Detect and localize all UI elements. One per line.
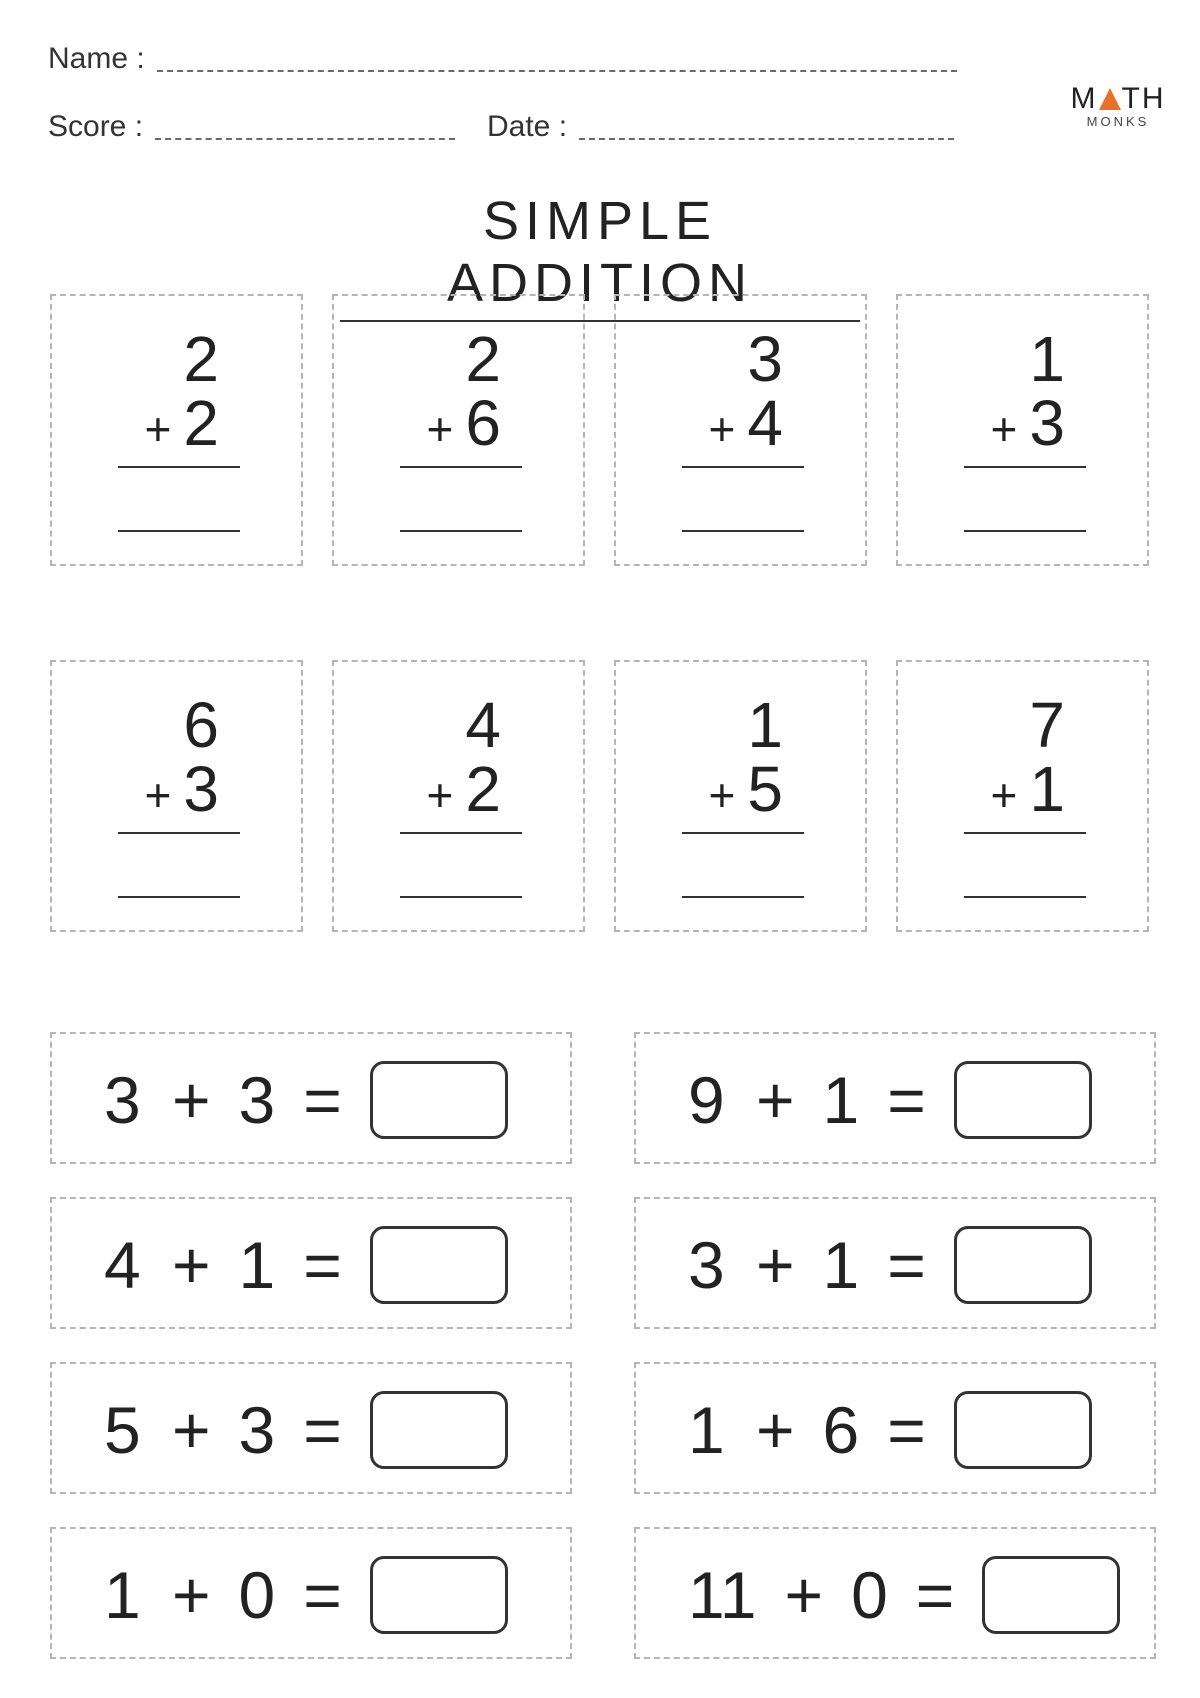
answer-box[interactable] [370,1061,508,1139]
vertical-problem-card [614,660,867,932]
plus-sign: + [784,1558,824,1632]
horizontal-problem-card [50,1527,572,1659]
equation [104,1553,508,1637]
horizontal-problem-card [634,1527,1156,1659]
second-addend: 4 [747,387,783,459]
equals-sign: = [303,1228,342,1302]
second-addend: 0 [238,1558,276,1632]
sum-line [682,832,804,834]
operator-row [426,387,501,459]
plus-sign: + [708,403,736,455]
first-addend: 1 [104,1558,141,1632]
equals-sign: = [887,1228,926,1302]
operator-row [144,387,219,459]
plus-sign: + [990,769,1018,821]
answer-box[interactable] [954,1061,1092,1139]
equals-sign: = [915,1558,955,1632]
answer-box[interactable] [370,1556,508,1634]
math-monks-logo [1066,84,1170,129]
first-addend: 3 [747,323,783,395]
plus-sign: + [426,403,454,455]
operator-row [144,753,219,825]
date-label: Date : [487,110,568,143]
sum-line [118,832,240,834]
second-addend: 3 [1029,387,1065,459]
second-addend: 6 [465,387,501,459]
name-input-line[interactable] [157,70,957,72]
answer-line[interactable] [400,530,522,532]
date-input-line[interactable] [579,138,954,140]
plus-sign: + [144,403,172,455]
logo-triangle-icon [1099,88,1121,110]
plus-sign: + [756,1063,795,1137]
logo-wordmark [1066,84,1170,114]
plus-sign: + [426,769,454,821]
equation [688,1223,1092,1307]
first-addend: 4 [465,689,501,761]
plus-sign: + [172,1063,211,1137]
first-addend: 1 [1029,323,1065,395]
answer-line[interactable] [400,896,522,898]
answer-box[interactable] [954,1226,1092,1304]
date-field-row [487,110,954,144]
first-addend: 1 [688,1393,725,1467]
second-addend: 3 [183,753,219,825]
second-addend: 1 [822,1228,860,1302]
second-addend: 0 [851,1558,888,1632]
equation [104,1058,508,1142]
vertical-problem-card [50,294,303,566]
answer-box[interactable] [370,1391,508,1469]
sum-line [118,466,240,468]
vertical-problem-card [614,294,867,566]
first-addend: 11 [688,1558,757,1632]
equation [104,1388,508,1472]
plus-sign: + [172,1228,211,1302]
plus-sign: + [172,1393,211,1467]
equation [688,1388,1092,1472]
second-addend: 3 [238,1063,276,1137]
first-addend: 9 [688,1063,725,1137]
first-addend: 2 [183,323,219,395]
vertical-problem-card [896,660,1149,932]
operator-row [426,753,501,825]
answer-box[interactable] [982,1556,1120,1634]
plus-sign: + [756,1393,795,1467]
answer-box[interactable] [370,1226,508,1304]
horizontal-problem-card [50,1197,572,1329]
equals-sign: = [303,1063,342,1137]
first-addend: 3 [104,1063,141,1137]
equation [104,1223,508,1307]
vertical-problem-card [50,660,303,932]
first-addend: 7 [1029,689,1065,761]
operator-row [708,753,783,825]
answer-line[interactable] [964,896,1086,898]
vertical-problem-card [896,294,1149,566]
name-label: Name : [48,42,145,75]
answer-line[interactable] [682,530,804,532]
first-addend: 4 [104,1228,141,1302]
vertical-problem-card [332,294,585,566]
equation [688,1058,1092,1142]
name-field-row [48,42,957,76]
equals-sign: = [303,1558,342,1632]
equation [688,1553,1120,1637]
sum-line [682,466,804,468]
horizontal-problem-card [634,1362,1156,1494]
logo-letters-th: TH [1121,82,1166,115]
equals-sign: = [887,1063,926,1137]
worksheet-title: SIMPLE ADDITION [340,190,860,322]
answer-line[interactable] [118,896,240,898]
answer-line[interactable] [118,530,240,532]
score-label: Score : [48,110,144,143]
answer-line[interactable] [964,530,1086,532]
second-addend: 3 [238,1393,276,1467]
sum-line [400,466,522,468]
second-addend: 1 [1029,753,1065,825]
plus-sign: + [756,1228,795,1302]
plus-sign: + [990,403,1018,455]
sum-line [400,832,522,834]
sum-line [964,466,1086,468]
second-addend: 1 [822,1063,860,1137]
first-addend: 1 [747,689,783,761]
first-addend: 3 [688,1228,725,1302]
second-addend: 5 [747,753,783,825]
plus-sign: + [708,769,736,821]
first-addend: 2 [465,323,501,395]
horizontal-problem-card [634,1197,1156,1329]
second-addend: 2 [465,753,501,825]
score-field-row [48,110,455,144]
equals-sign: = [303,1393,342,1467]
horizontal-problem-card [50,1032,572,1164]
sum-line [964,832,1086,834]
first-addend: 5 [104,1393,141,1467]
operator-row [708,387,783,459]
operator-row [990,387,1065,459]
logo-subtitle: MONKS [1086,114,1150,129]
score-input-line[interactable] [155,138,455,140]
equals-sign: = [887,1393,926,1467]
vertical-problem-card [332,660,585,932]
answer-line[interactable] [682,896,804,898]
operator-row [990,753,1065,825]
plus-sign: + [172,1558,211,1632]
first-addend: 6 [183,689,219,761]
second-addend: 6 [822,1393,860,1467]
horizontal-problem-card [634,1032,1156,1164]
answer-box[interactable] [954,1391,1092,1469]
horizontal-problem-card [50,1362,572,1494]
plus-sign: + [144,769,172,821]
logo-letter-m: M [1070,82,1098,115]
second-addend: 1 [238,1228,276,1302]
second-addend: 2 [183,387,219,459]
